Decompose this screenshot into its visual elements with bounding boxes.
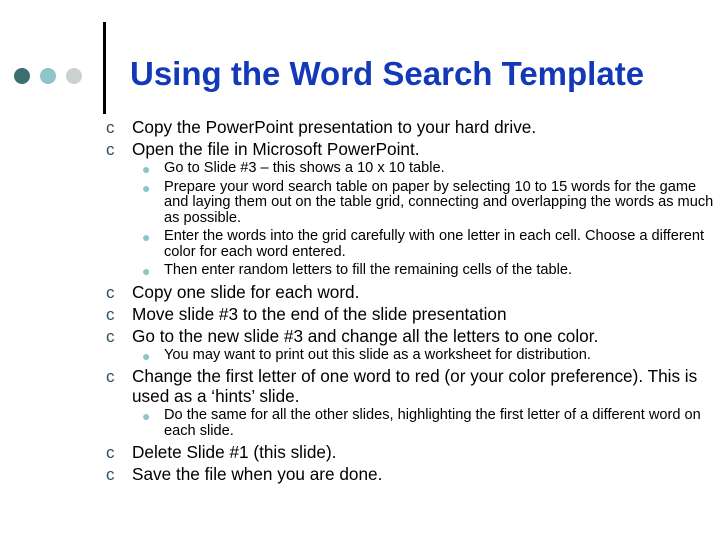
sub-bullet-dot-icon: ● (142, 229, 151, 245)
bullet-marker-icon: ϲ (106, 304, 115, 324)
title-divider-line (103, 22, 106, 114)
bullet-item (104, 117, 724, 137)
slide-title: Using the Word Search Template (130, 55, 645, 92)
sub-bullet-item (104, 408, 724, 439)
bullet-text: You may want to print out this slide as a worksheet for distribution. (164, 346, 591, 363)
sub-bullet-item (104, 180, 724, 227)
bullet-text: Do the same for all the other slides, highlighting the first letter of a different word on each slide. (164, 407, 701, 439)
bullet-text: Go to Slide #3 – this shows a 10 x 10 table. (164, 160, 445, 176)
bullet-text: Open the file in Microsoft PowerPoint. (132, 139, 420, 159)
sub-bullet-item (104, 161, 724, 177)
sub-bullet-item (104, 263, 724, 279)
bullet-text: Prepare your word search table on paper by selecting 10 to 15 words for the game and laying them out on the table grid, connecting and overlapping the words as much as possible. (164, 178, 714, 226)
bullet-marker-icon: ϲ (106, 367, 115, 386)
decorative-dot-dark (14, 68, 30, 84)
bullet-item (104, 442, 724, 462)
bullet-marker-icon: ϲ (106, 118, 115, 137)
bullet-marker-icon: ϲ (106, 140, 115, 159)
decorative-dot-gray (66, 68, 82, 84)
bullet-item (104, 464, 724, 484)
bullet-item (104, 304, 724, 324)
bullet-list (104, 117, 724, 486)
bullet-item (104, 139, 724, 159)
bullet-text: Copy the PowerPoint presentation to your hard drive. (132, 117, 537, 137)
bullet-text: Copy one slide for each word. (132, 281, 360, 302)
decorative-dot-light (40, 68, 56, 84)
bullet-text: Change the first letter of one word to red (or your color preference). This is used as a ‘hints’ slide. (132, 366, 698, 406)
bullet-text: Enter the words into the grid carefully with one letter in each cell. Choose a different color for each word entered. (164, 228, 704, 260)
bullet-text: Move slide #3 to the end of the slide presentation (132, 303, 507, 324)
bullet-item (104, 366, 724, 406)
bullet-marker-icon: ϲ (106, 326, 115, 346)
sub-bullet-item (104, 348, 724, 364)
bullet-text: Go to the new slide #3 and change all the letters to one color. (132, 325, 599, 346)
bullet-marker-icon: ϲ (106, 443, 115, 462)
bullet-text: Save the file when you are done. (132, 464, 383, 484)
bullet-item (104, 326, 724, 346)
bullet-item (104, 282, 724, 302)
bullet-text: Then enter random letters to fill the remaining cells of the table. (164, 262, 573, 278)
sub-bullet-dot-icon: ● (142, 347, 151, 364)
sub-bullet-item (104, 229, 724, 260)
bullet-marker-icon: ϲ (106, 282, 115, 302)
sub-bullet-dot-icon: ● (142, 408, 151, 424)
bullet-marker-icon: ϲ (106, 465, 115, 484)
sub-bullet-dot-icon: ● (142, 179, 151, 196)
sub-bullet-dot-icon: ● (142, 263, 151, 279)
sub-bullet-dot-icon: ● (142, 161, 151, 177)
bullet-text: Delete Slide #1 (this slide). (132, 442, 337, 462)
